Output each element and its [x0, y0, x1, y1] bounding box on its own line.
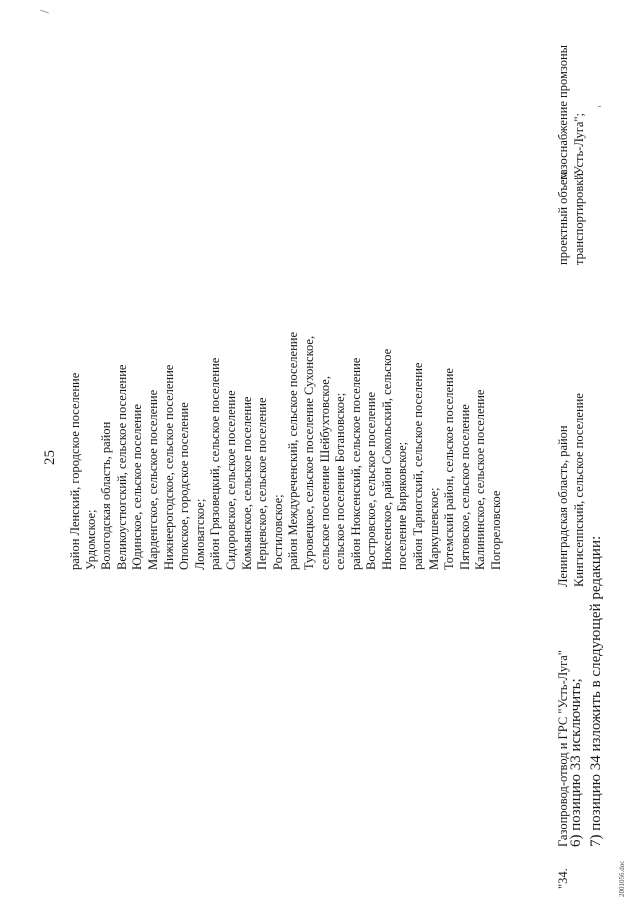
place-line: Урдомское;	[83, 509, 98, 570]
place-line: Ростиловское;	[270, 494, 285, 570]
place-line: район Грязовецкий, сельское поселение	[208, 357, 223, 570]
position-number: "34.	[556, 868, 570, 889]
instruction-item-7: 7) позицию 34 изложить в следующей редакции:	[588, 535, 604, 847]
place-line: Ломоватское;	[192, 498, 207, 570]
places-list	[68, 332, 505, 570]
place-line: Юдинское, сельское поселение	[130, 404, 145, 570]
place-line: Нижнеерогодское, сельское поселение	[161, 364, 176, 570]
place-line: Сидоровское, сельское поселение	[223, 390, 238, 570]
place-line: Калининское, сельское поселение	[473, 389, 488, 570]
place-line: Маркушевское;	[426, 487, 441, 570]
place-line: Марденгское, сельское поселение	[145, 389, 160, 570]
position-location-line-2: Кингисеппский, сельское поселение	[571, 393, 586, 587]
place-line: Великоустюгский, сельское поселение	[114, 364, 129, 570]
scan-dot	[598, 106, 601, 107]
place-line: Перцевское, сельское поселение	[255, 397, 270, 570]
place-line: Тотемский район, сельское поселение	[442, 368, 457, 570]
position-location-line-1: Ленинградская область, район	[556, 425, 570, 587]
instruction-item-6: 6) позицию 33 исключить;	[568, 678, 584, 847]
position-capacity-line-1: проектный объем	[556, 171, 570, 265]
place-line: Комьянское, сельское поселение	[239, 396, 254, 570]
place-line: сельское поселение Ботановское;	[333, 392, 348, 570]
place-line: Опокское, городское поселение	[177, 402, 192, 570]
place-line: Пятовское, сельское поселение	[457, 404, 472, 570]
position-name: Газопровод-отвод и ГРС "Усть-Луга"	[556, 650, 570, 847]
place-line: Погореловское	[489, 490, 504, 570]
place-line: район Нюксенский, сельское поселение	[348, 357, 363, 570]
place-line: Востровское, сельское поселение	[364, 391, 379, 570]
position-purpose	[556, 45, 587, 180]
position-location	[556, 393, 587, 587]
page-number: 25	[42, 450, 58, 465]
position-capacity-line-2: транспортировки	[571, 173, 586, 265]
position-purpose-line-1: газоснабжение промзоны	[556, 44, 570, 180]
position-purpose-line-2: "Усть-Луга";	[571, 113, 586, 180]
scan-mark	[40, 9, 49, 13]
place-line: район Междуреченский, сельское поселение	[286, 331, 301, 570]
place-line: Туровецкое, сельское поселение Сухонское,	[301, 335, 316, 570]
footer-file-name: 2001056.doc	[618, 860, 626, 897]
place-line: район Тарногский, сельское поселение	[411, 362, 426, 570]
place-line: сельское поселение Шейбухтовское,	[317, 376, 332, 570]
place-line: Вологодская область, район	[99, 421, 114, 570]
place-line: район Ленский, городское поселение	[68, 372, 82, 570]
position-capacity	[556, 172, 587, 265]
place-line: Нюксенское, район Сокольский, сельское	[379, 348, 394, 570]
place-line: поселение Биряковское;	[395, 441, 410, 570]
